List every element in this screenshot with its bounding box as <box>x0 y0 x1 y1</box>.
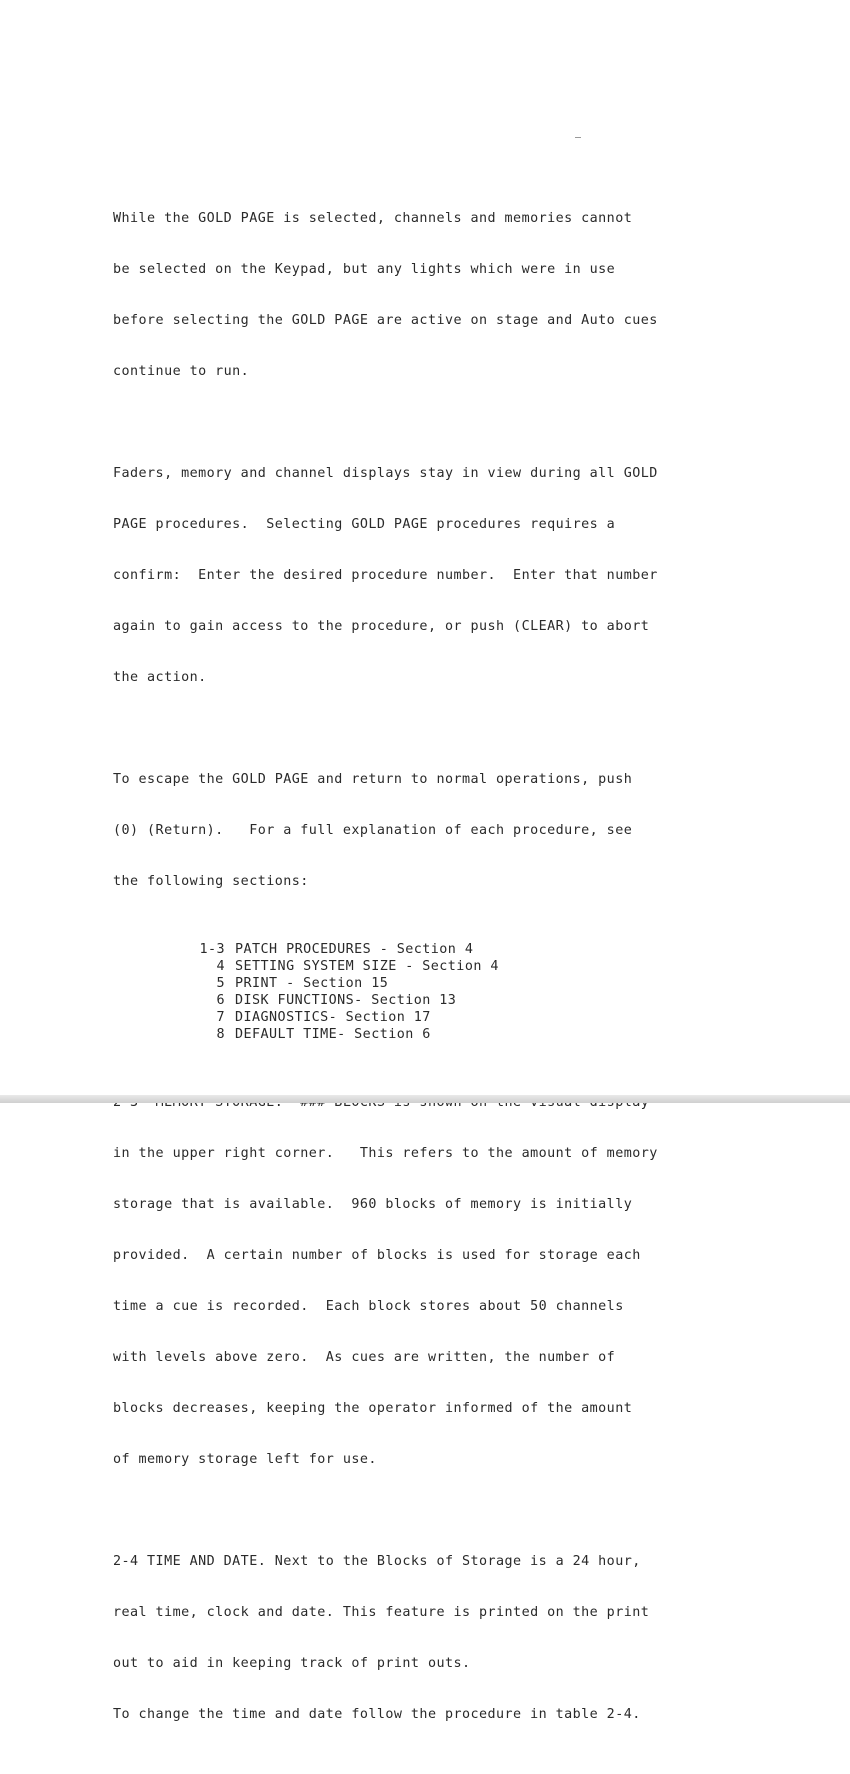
text-line: storage that is available. 960 blocks of memory is initially <box>113 1197 633 1212</box>
text-line: of memory storage left for use. <box>113 1452 377 1467</box>
text-line: Faders, memory and channel displays stay in view during all GOLD <box>113 466 658 481</box>
procedure-number: 8 <box>216 1027 225 1042</box>
procedure-number: 5 <box>216 976 225 991</box>
procedure-list <box>113 941 773 1043</box>
text-line: again to gain access to the procedure, or push (CLEAR) to abort <box>113 619 650 634</box>
text-line: (0) (Return). For a full explanation of each procedure, see <box>113 823 633 838</box>
list-item <box>183 941 773 958</box>
paragraph-escape-gold-page <box>113 737 773 924</box>
scan-bottom-edge <box>0 1095 850 1103</box>
text-line: the following sections: <box>113 874 309 889</box>
list-item <box>183 1026 773 1043</box>
text-line: blocks decreases, keeping the operator informed of the amount <box>113 1401 633 1416</box>
text-line: 2-4 TIME AND DATE. Next to the Blocks of Storage is a 24 hour, <box>113 1554 641 1569</box>
procedure-number: 7 <box>216 1010 225 1025</box>
procedure-label: DIAGNOSTICS- Section 17 <box>235 1010 431 1025</box>
text-line: continue to run. <box>113 364 250 379</box>
text-line: PAGE procedures. Selecting GOLD PAGE procedures requires a <box>113 517 616 532</box>
paragraph-memory-storage <box>113 1060 773 1502</box>
text-line: time a cue is recorded. Each block stores about 50 channels <box>113 1299 624 1314</box>
text-line: in the upper right corner. This refers to the amount of memory <box>113 1146 658 1161</box>
text-line: be selected on the Keypad, but any lights which were in use <box>113 262 616 277</box>
paragraph-gold-page-selection <box>113 176 773 414</box>
list-item <box>183 992 773 1009</box>
scan-speck <box>575 137 581 138</box>
paragraph-time-and-date <box>113 1519 773 1757</box>
procedure-label: DEFAULT TIME- Section 6 <box>235 1027 431 1042</box>
list-item <box>183 958 773 975</box>
paragraph-gold-page-procedures <box>113 431 773 720</box>
procedure-number: 4 <box>216 959 225 974</box>
text-line: the action. <box>113 670 207 685</box>
text-line: To escape the GOLD PAGE and return to normal operations, push <box>113 772 633 787</box>
document-body <box>113 176 773 1774</box>
procedure-label: PRINT - Section 15 <box>235 976 389 991</box>
list-item <box>183 975 773 992</box>
text-line: To change the time and date follow the procedure in table 2-4. <box>113 1707 641 1722</box>
procedure-number: 1-3 <box>199 942 225 957</box>
procedure-label: SETTING SYSTEM SIZE - Section 4 <box>235 959 499 974</box>
text-line: confirm: Enter the desired procedure number. Enter that number <box>113 568 658 583</box>
list-item <box>183 1009 773 1026</box>
text-line: before selecting the GOLD PAGE are active on stage and Auto cues <box>113 313 658 328</box>
procedure-label: DISK FUNCTIONS- Section 13 <box>235 993 457 1008</box>
text-line: out to aid in keeping track of print outs. <box>113 1656 471 1671</box>
procedure-label: PATCH PROCEDURES - Section 4 <box>235 942 474 957</box>
text-line: provided. A certain number of blocks is used for storage each <box>113 1248 641 1263</box>
procedure-number: 6 <box>216 993 225 1008</box>
text-line: with levels above zero. As cues are written, the number of <box>113 1350 616 1365</box>
text-line: real time, clock and date. This feature is printed on the print <box>113 1605 650 1620</box>
text-line: While the GOLD PAGE is selected, channels and memories cannot <box>113 211 633 226</box>
